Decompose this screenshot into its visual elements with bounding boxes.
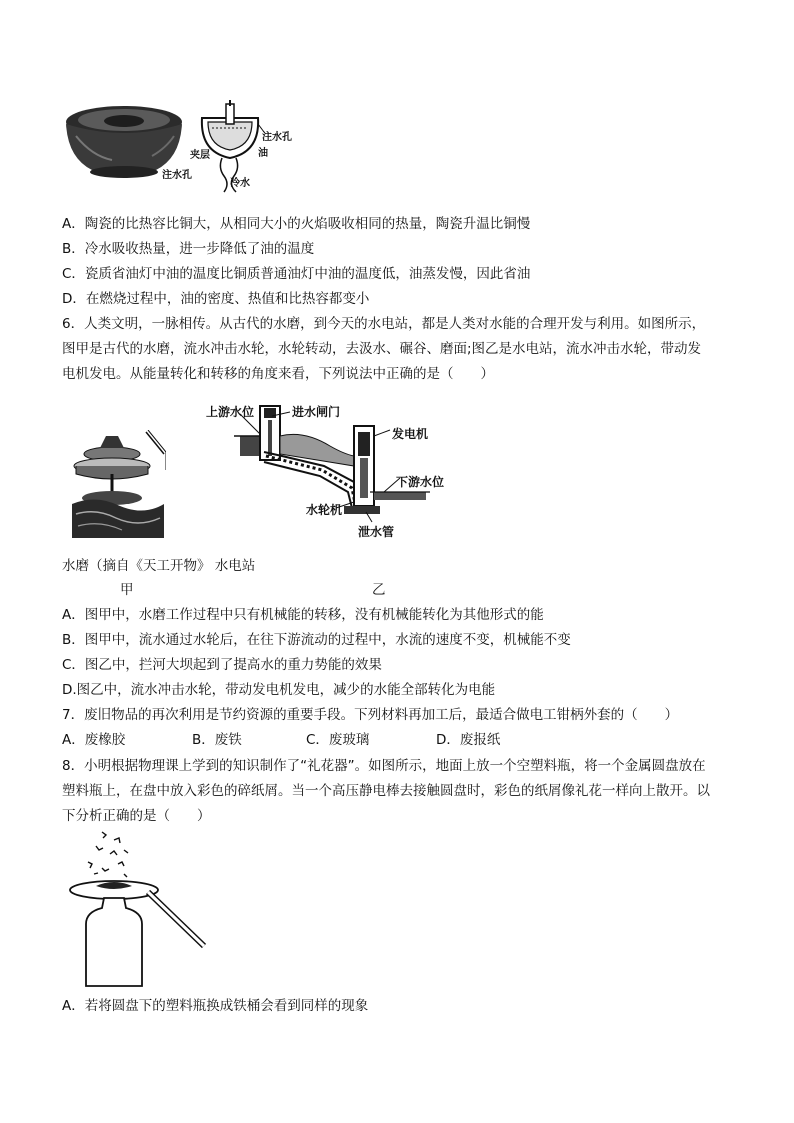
q5-option-c[interactable]: C．瓷质省油灯中油的温度比铜质普通油灯中油的温度低，油蒸发慢，因此省油 xyxy=(62,266,531,282)
label-you: 油 xyxy=(258,148,268,159)
hydro-label-downstream: 下游水位 xyxy=(396,475,445,489)
q5-option-b[interactable]: B．冷水吸收热量，进一步降低了油的温度 xyxy=(62,241,315,257)
fireworks-device-figure xyxy=(66,828,216,988)
q6-option-b[interactable]: B．图甲中，流水通过水轮后，在往下游流动的过程中，水流的速度不变，机械能不变 xyxy=(62,632,571,648)
q7-option-c[interactable]: C．废玻璃 xyxy=(306,732,370,748)
label-zhushuikong-left: 注水孔 xyxy=(162,170,192,181)
q7-option-a[interactable]: A．废橡胶 xyxy=(62,732,126,748)
q8-stem-line-2: 塑料瓶上，在盘中放入彩色的碎纸屑。当一个高压静电棒去接触圆盘时，彩色的纸屑像礼花一样向上散开。以 xyxy=(62,783,710,799)
q6-caption-jia: 甲 xyxy=(120,582,134,598)
q6-figure-caption: 水磨（摘自《天工开物》 水电站 xyxy=(62,558,256,574)
q8-stem-line-3: 下分析正确的是（ ） xyxy=(62,808,211,824)
label-lengshui: 冷水 xyxy=(230,178,250,189)
hydro-label-gate: 进水闸门 xyxy=(292,405,341,419)
oil-lamp-photo xyxy=(66,106,182,178)
q6-stem-line-3: 电机发电。从能量转化和转移的角度来看，下列说法中正确的是（ ） xyxy=(62,366,494,382)
hydro-label-generator: 发电机 xyxy=(392,427,429,441)
q8-stem-line-1: 8．小明根据物理课上学到的知识制作了“礼花器”。如图所示，地面上放一个空塑料瓶，将一个金属圆盘放在 xyxy=(62,758,706,774)
q6-caption-yi: 乙 xyxy=(372,582,386,598)
plastic-bottle xyxy=(86,898,142,986)
label-zhushuikong-top: 注水孔 xyxy=(262,132,292,143)
q7-option-d[interactable]: D．废报纸 xyxy=(436,732,501,748)
label-jiaceng: 夹层 xyxy=(190,150,210,161)
q6-option-d[interactable]: D.图乙中，流水冲击水轮，带动发电机发电，减少的水能全部转化为电能 xyxy=(62,682,496,698)
q5-option-a[interactable]: A．陶瓷的比热容比铜大，从相同大小的火焰吸收相同的热量，陶瓷升温比铜慢 xyxy=(62,216,531,232)
hydro-label-upstream: 上游水位 xyxy=(206,405,255,419)
q6-stem-line-2: 图甲是古代的水磨，流水冲击水轮，水轮转动，去汲水、碾谷、磨面;图乙是水电站，流水冲击水轮，带动发 xyxy=(62,341,702,357)
q6-option-c[interactable]: C．图乙中，拦河大坝起到了提高水的重力势能的效果 xyxy=(62,657,382,673)
water-mill-figure xyxy=(66,430,166,540)
q7-option-b[interactable]: B．废铁 xyxy=(192,732,242,748)
q6-option-a[interactable]: A．图甲中，水磨工作过程中只有机械能的转移，没有机械能转化为其他形式的能 xyxy=(62,607,544,623)
hydro-label-turbine: 水轮机 xyxy=(306,503,343,517)
hydro-label-outlet: 泄水管 xyxy=(358,525,395,539)
q5-option-d[interactable]: D．在燃烧过程中，油的密度、热值和比热容都变小 xyxy=(62,291,370,307)
q7-stem: 7．废旧物品的再次利用是节约资源的重要手段。下列材料再加工后，最适合做电工钳柄外套的（ ） xyxy=(62,707,679,723)
q8-option-a[interactable]: A．若将圆盘下的塑料瓶换成铁桶会看到同样的现象 xyxy=(62,998,369,1014)
paper-confetti xyxy=(88,832,128,877)
oil-lamp-figure xyxy=(62,96,302,196)
q6-stem-line-1: 6．人类文明，一脉相传。从古代的水磨，到今天的水电站，都是人类对水能的合理开发与利用。如图所示， xyxy=(62,316,706,332)
